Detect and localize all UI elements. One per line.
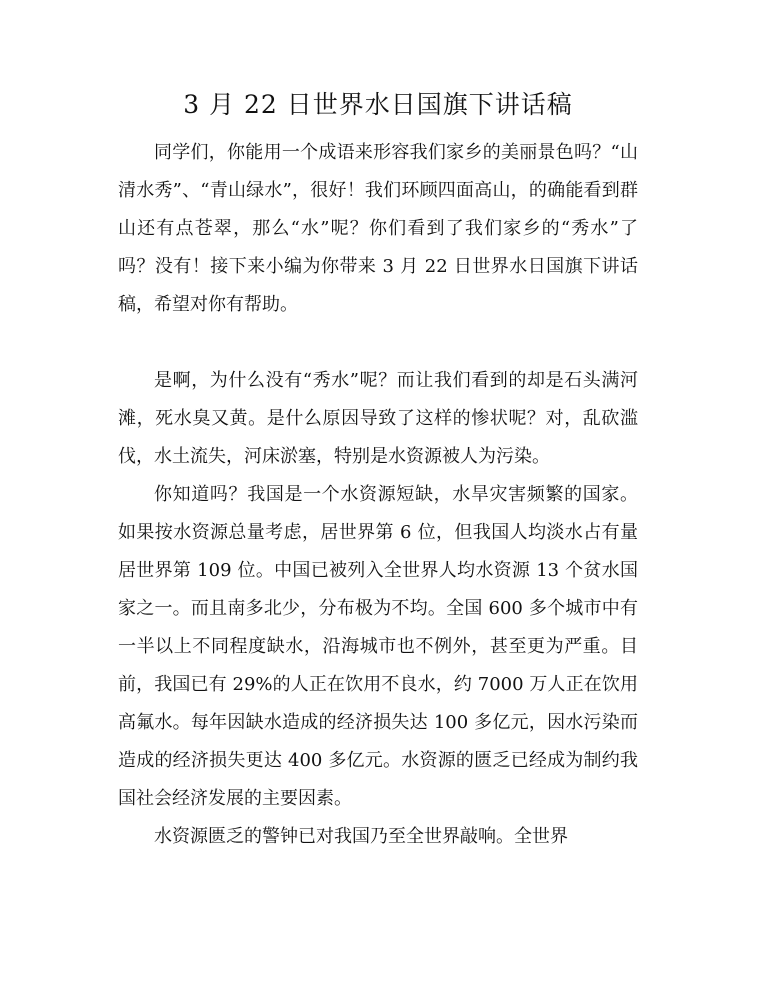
paragraph-alarm: 水资源匮乏的警钟已对我国乃至全世界敲响。全世界: [154, 826, 568, 847]
paragraph-spacer: [118, 324, 638, 362]
paragraph-water-shortage: 你知道吗？我国是一个水资源短缺，水旱灾害频繁的国家。如果按水资源总量考虑，居世界第 6 位，但我国人均淡水占有量居世界第 109 位。中国已被列入全世界人均水资源 13 个贫水国家之一。而且南多北少，分布极为不均。全国 600 多个城市中有一半以上不同程度缺水，沿海城市也不例外，甚至更为严重。目前，我国已有 29%的人正在饮用不良水，约 7000 万人正在饮用高氟水。每年因缺水造成的经济损失达 100 多亿元，因水污染而造成的经济损失更达 400 多亿元。水资源的匮乏已经成为制约我国社会经济发展的主要因素。: [118, 484, 638, 809]
document-page: [118, 86, 638, 856]
paragraph-intro: 同学们，你能用一个成语来形容我们家乡的美丽景色吗？“山清水秀”、“青山绿水”，很好！我们环顾四面高山，的确能看到群山还有点苍翠，那么“水”呢？你们看到了我们家乡的“秀水”了吗？没有！接下来小编为你带来 3 月 22 日世界水日国旗下讲话稿，希望对你有帮助。: [118, 142, 638, 315]
paragraph-cause: 是啊，为什么没有“秀水”呢？而让我们看到的却是石头满河滩，死水臭又黄。是什么原因导致了这样的惨状呢？对，乱砍滥伐，水土流失，河床淤塞，特别是水资源被人为污染。: [118, 370, 638, 467]
document-title: 3 月 22 日世界水日国旗下讲话稿: [183, 90, 573, 119]
